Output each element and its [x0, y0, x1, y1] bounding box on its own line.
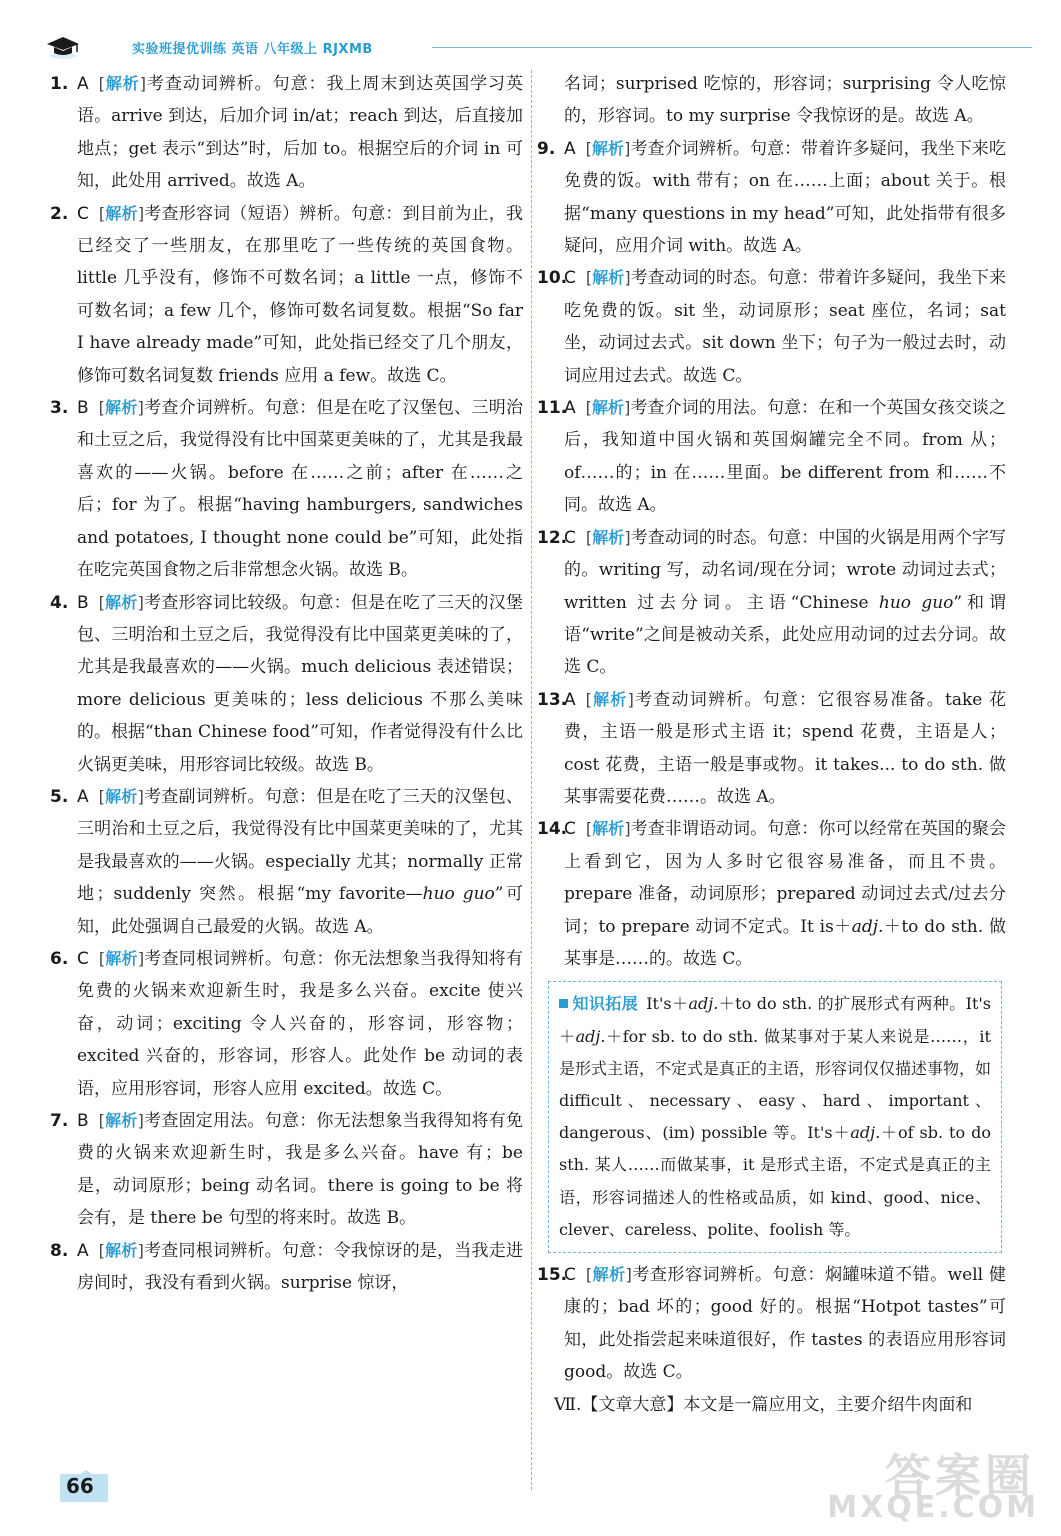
- item-answer: B: [77, 398, 89, 419]
- answer-item: [537, 1259, 1006, 1389]
- analysis-tag: [解析]: [585, 1265, 632, 1284]
- item-answer: C: [564, 527, 576, 548]
- analysis-tag: [解析]: [98, 74, 146, 93]
- analysis-tag: [解析]: [585, 819, 631, 839]
- item-number: 8.: [50, 1240, 69, 1261]
- header-title: 实验班提优训练 英语 八年级上 RJXMB: [132, 42, 373, 57]
- knowledge-extension-box: [548, 981, 1002, 1253]
- item-number: 9.: [537, 138, 556, 159]
- item-number: 12.: [537, 527, 568, 548]
- page-number: 66: [66, 1474, 94, 1498]
- item-explanation: 考查形容词辨析。句意：焖罐味道不错。well 健康的；bad 坏的；good 好的。根据“Hotpot tastes”可知，此处指尝起来味道很好，作 tastes 的表语应用形容词 good。故选 C。: [564, 1265, 1006, 1383]
- analysis-tag: [解析]: [98, 592, 144, 612]
- analysis-tag: [解析]: [98, 948, 145, 968]
- answer-item: [50, 1235, 523, 1300]
- answer-item: [50, 68, 523, 198]
- column-divider: [531, 70, 532, 1490]
- item-number: 11.: [537, 398, 568, 419]
- answer-item: [50, 198, 523, 392]
- answer-item: [50, 587, 523, 781]
- graduation-cap-icon: [46, 34, 80, 60]
- summary-text: 本文是一篇应用文，主要介绍牛肉面和: [683, 1394, 973, 1415]
- item-number: 10.: [537, 268, 568, 289]
- item-answer: A: [77, 74, 89, 94]
- knowledge-extension-text: It's＋adj.＋to do sth. 的扩展形式有两种。It's＋adj.＋for sb. to do sth. 做某事对于某人来说是……，it 是形式主语，不定式是真正的主语，形容词仅仅描述事物，如 difficult、necessary、easy、hard、important、dangerous、(im) possible 等。It's＋adj.＋of sb. to do sth. 某人……而做某事，it 是形式主语，不定式是真正的主语，形容词描述人的性格或品质，如 kind、good、nice、clever、careless、polite、foolish 等。: [559, 994, 992, 1239]
- item-explanation: 考查介词辨析。句意：但是在吃了汉堡包、三明治和土豆之后，我觉得没有比中国菜更美味的了，尤其是我最喜欢的——火锅。before 在……之前；after 在……之后；for 为了。根据“having hamburgers, sandwiches and potatoes, I thought none could be”可知，此处指在吃完英国食物之后非常想念火锅。故选 B。: [77, 398, 523, 581]
- item-answer: C: [77, 203, 89, 224]
- item-number: 2.: [50, 203, 69, 224]
- item-answer: A: [77, 786, 89, 807]
- answer-item: [537, 522, 1006, 684]
- analysis-tag: [解析]: [585, 268, 631, 288]
- item-number: 15.: [537, 1265, 568, 1285]
- analysis-tag: [解析]: [585, 398, 631, 418]
- analysis-tag: [解析]: [98, 786, 144, 806]
- item-number: 1.: [50, 74, 69, 94]
- watermark-text: 答案圈: [885, 1449, 1035, 1503]
- analysis-tag: [解析]: [98, 1240, 144, 1260]
- header-rule: [432, 47, 1032, 48]
- item-8-continuation: 名词；surprised 吃惊的，形容词；surprising 令人吃惊的，形容词。to my surprise 令我惊讶的是。故选 A。: [564, 74, 1006, 127]
- item-number: 5.: [50, 786, 69, 807]
- item-number: 14.: [537, 819, 568, 840]
- analysis-tag: [解析]: [98, 1111, 144, 1130]
- item-explanation: 考查同根词辨析。句意：令我惊讶的是，当我走进房间时，我没有看到火锅。surprise 惊讶，: [77, 1240, 523, 1294]
- item-number: 4.: [50, 592, 69, 613]
- item-number: 3.: [50, 398, 69, 419]
- answer-item: [537, 813, 1006, 975]
- knowledge-extension-label: 知识拓展: [559, 994, 638, 1013]
- answer-item: [537, 262, 1006, 392]
- item-explanation: 考查形容词（短语）辨析。句意：到目前为止，我已经交了一些朋友，在那里吃了一些传统的英国食物。little 几乎没有，修饰不可数名词；a little 一点，修饰不可数名词；a few 几个，修饰可数名词复数。根据“So far I have already made”可知，此处指已经交了几个朋友，修饰可数名词复数 friends 应用 a few。故选 C。: [77, 203, 523, 386]
- answer-item: [50, 943, 523, 1105]
- item-explanation: 考查形容词比较级。句意：但是在吃了三天的汉堡包、三明治和土豆之后，我觉得没有比中国菜更美味的了，尤其是我最喜欢的——火锅。much delicious 表述错误；more delicious 更美味的；less delicious 不那么美味的。根据“than Chinese food”可知，作者觉得没有什么比火锅更美味，用形容词比较级。故选 B。: [77, 592, 523, 775]
- item-answer: C: [77, 948, 89, 969]
- left-column: [50, 68, 523, 1299]
- item-explanation: 考查动词辨析。句意：我上周末到达英国学习英语。arrive 到达，后加介词 in/at；reach 到达，后直接加地点；get 表示“到达”时，后加 to。根据空后的介词 in 可知，此处用 arrived。故选 A。: [77, 74, 523, 192]
- item-answer: C: [564, 1265, 576, 1285]
- section-marker: Ⅶ.: [554, 1394, 582, 1415]
- section-summary-line: [540, 1389, 1006, 1421]
- item-number: 7.: [50, 1111, 69, 1131]
- summary-label: 【文章大意】: [581, 1394, 684, 1415]
- analysis-tag: [解析]: [585, 138, 631, 158]
- item-number: 6.: [50, 948, 69, 969]
- answer-item: [50, 781, 523, 943]
- watermark-url: MXQE.COM: [827, 1490, 1039, 1525]
- analysis-tag: [解析]: [585, 527, 631, 547]
- item-explanation: 考查同根词辨析。句意：你无法想象当我得知将有免费的火锅来欢迎新生时，我是多么兴奋。excite 使兴奋，动词；exciting 令人兴奋的，形容词，形容物；excited 兴奋的，形容词，形容人。此处作 be 动词的表语，应用形容词，形容人应用 excited。故选 C。: [77, 948, 523, 1099]
- item-answer: A: [564, 138, 576, 159]
- analysis-tag: [解析]: [98, 398, 144, 418]
- analysis-tag: [解析]: [98, 203, 145, 223]
- item-answer: A: [564, 689, 576, 710]
- answer-item: [50, 392, 523, 586]
- item-explanation: 考查动词辨析。句意：它很容易准备。take 花费，主语一般是形式主语 it；spend 花费，主语是人；cost 花费，主语一般是事或物。it takes... to do sth. 做某事需要花费……。故选 A。: [564, 689, 1006, 807]
- item-explanation: 考查动词的时态。句意：中国的火锅是用两个字写的。writing 写，动名词/现在分词；wrote 动词过去式；written 过去分词。主语“Chinese huo guo”和谓语“write”之间是被动关系，此处应用动词的过去分词。故选 C。: [564, 527, 1006, 678]
- item-answer: B: [77, 592, 89, 613]
- item-explanation: 考查介词辨析。句意：带着许多疑问，我坐下来吃免费的饭。with 带有；on 在……上面；about 关于。根据“many questions in my head”可知，此处指带有很多疑问，应用介词 with。故选 A。: [564, 138, 1006, 257]
- item-answer: C: [564, 268, 576, 289]
- item-number: 13.: [537, 689, 568, 710]
- item-explanation: 考查介词的用法。句意：在和一个英国女孩交谈之后，我知道中国火锅和英国焖罐完全不同。from 从；of……的；in 在……里面。be different from 和……不同。故选 A。: [564, 398, 1006, 516]
- answer-item: [50, 1105, 523, 1235]
- right-column: [537, 68, 1006, 1421]
- item-answer: C: [564, 819, 576, 840]
- watermark: [743, 1440, 1043, 1530]
- answer-item: [537, 392, 1006, 522]
- item-answer: A: [77, 1240, 89, 1261]
- item-explanation: 考查非谓语动词。句意：你可以经常在英国的聚会上看到它，因为人多时它很容易准备，而且不贵。prepare 准备，动词原形；prepared 动词过去式/过去分词；to prepare 动词不定式。It is＋adj.＋to do sth. 做某事是……的。故选 C。: [564, 819, 1006, 969]
- item-answer: A: [564, 398, 576, 419]
- item-explanation: 考查固定用法。句意：你无法想象当我得知将有免费的火锅来欢迎新生时，我是多么兴奋。have 有；be 是，动词原形；being 动名词。there is going to be 将会有，是 there be 句型的将来时。故选 B。: [77, 1111, 523, 1229]
- page-number-badge: [58, 1470, 110, 1504]
- answer-item: [537, 684, 1006, 814]
- item-explanation: 考查动词的时态。句意：带着许多疑问，我坐下来吃免费的饭。sit 坐，动词原形；seat 座位，名词；sat 坐，动词过去式。sit down 坐下；句子为一般过去时，动词应用过去式。故选 C。: [564, 268, 1006, 386]
- item-explanation: 考查副词辨析。句意：但是在吃了三天的汉堡包、三明治和土豆之后，我觉得没有比中国菜更美味的了，尤其是我最喜欢的——火锅。especially 尤其；normally 正常地；suddenly 突然。根据“my favorite—huo guo”可知，此处强调自己最爱的火锅。故选 A。: [77, 786, 523, 937]
- answer-item: [537, 133, 1006, 263]
- page-header: [40, 32, 1025, 62]
- item-answer: B: [77, 1111, 89, 1131]
- analysis-tag: [解析]: [585, 689, 634, 709]
